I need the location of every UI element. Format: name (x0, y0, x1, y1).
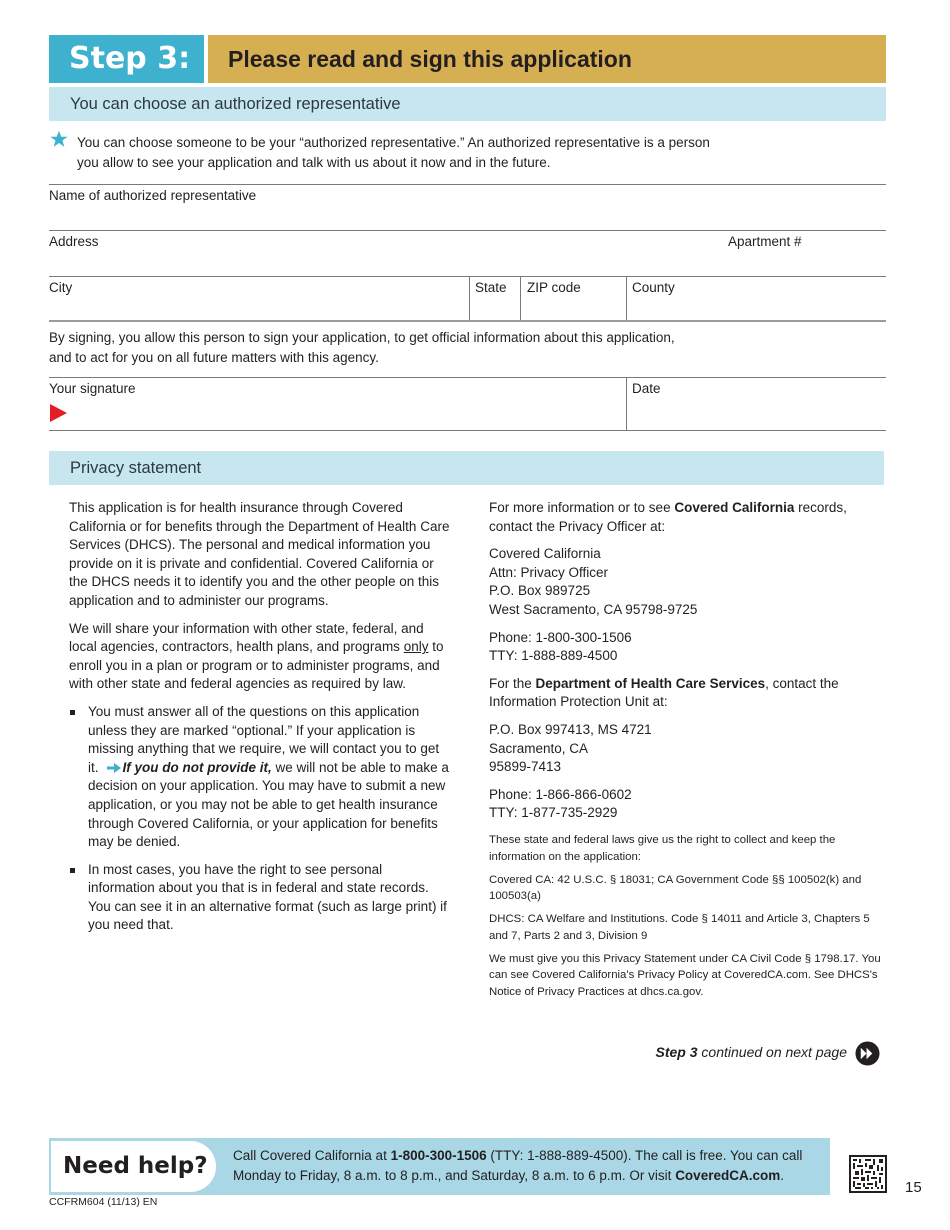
county-label: County (632, 280, 675, 295)
cc-address (489, 545, 884, 619)
text-run: For more information or to see (489, 500, 675, 515)
text-run: (TTY: 1-888-889-4500). The call is free. You can call Monday to Friday, 8 a.m. to 8 p.m., and Saturday, 8 a.m. to 6 p.m. Or visit (233, 1148, 803, 1183)
help-text (233, 1146, 823, 1186)
address-line: Sacramento, CA (489, 740, 589, 756)
address-line: P.O. Box 997413, MS 4721 (489, 721, 652, 737)
only-emphasis: only (403, 639, 429, 655)
text-run: We will share your information with other state, federal, and local agencies, contractors, health plans, and programs (69, 620, 424, 655)
auth-rep-intro-line1: You can choose someone to be your “authorized representative.” An authorized representative is a person (77, 135, 710, 150)
address-label: Address (49, 234, 99, 249)
rep-name-label: Name of authorized representative (49, 188, 257, 203)
star-icon (50, 130, 68, 148)
need-help-label: Need help? (51, 1141, 216, 1192)
consent-text (49, 328, 869, 368)
privacy-paragraph (489, 499, 884, 536)
auth-rep-section-title: You can choose an authorized representative (49, 87, 886, 121)
divider (49, 320, 886, 322)
cc-phones (489, 629, 884, 666)
legal-note: Covered CA: 42 U.S.C. § 18031; CA Government Code §§ 100502(k) and 100503(a) (489, 873, 862, 903)
privacy-paragraph (489, 675, 884, 712)
list-item (69, 703, 451, 852)
privacy-paragraph (69, 620, 451, 694)
county-field[interactable] (627, 296, 885, 320)
step-label: Step 3: (49, 35, 204, 83)
signature-label: Your signature (49, 381, 136, 396)
text-run: Covered California (674, 500, 795, 515)
text-run: , contact the Information Protection Unit at: (489, 675, 839, 710)
state-field[interactable] (470, 296, 519, 320)
next-page-icon[interactable] (855, 1041, 880, 1066)
rep-name-field[interactable] (49, 204, 886, 230)
tty-line: TTY: 1-888-889-4500 (489, 648, 618, 664)
city-label: City (49, 280, 73, 295)
text-run: Step 3 (655, 1044, 698, 1060)
address-field[interactable] (49, 250, 886, 275)
privacy-paragraph: This application is for health insurance through Covered California or for benefits through the Department of Health Care Services (DHCS). The personal and medical information you provide on it is private and confidential. Covered California or the DHCS needs it to identify you and the other people on this application and to administer our programs. (69, 500, 450, 608)
zip-label: ZIP code (527, 280, 581, 295)
help-phone-link[interactable]: 1-800-300-1506 (390, 1148, 487, 1163)
text-run: For the (489, 675, 536, 691)
text-run: continued on next page (697, 1044, 847, 1060)
text-run: Call Covered California at (233, 1148, 391, 1163)
privacy-section-title: Privacy statement (49, 451, 884, 485)
phone-line: Phone: 1-800-300-1506 (489, 629, 632, 645)
consent-line1: By signing, you allow this person to sign your application, to get official information about this application, (49, 330, 675, 345)
text-run: You must answer all of the questions on this application unless they are marked “optional.” If your application is missing anything that we require, we will contact you to get it. (88, 703, 440, 775)
sign-here-arrow-icon (50, 404, 67, 422)
address-line: P.O. Box 989725 (489, 583, 591, 599)
legal-note: We must give you this Privacy Statement under CA Civil Code § 1798.17. You can see Covered California's Privacy Policy at CoveredCA.com. See DHCS's Notice of Privacy Practices at dhcs.ca.gov. (489, 952, 881, 999)
zip-field[interactable] (521, 296, 625, 320)
page-number: 15 (905, 1179, 922, 1196)
text-run: If you do not provide it, (122, 759, 272, 775)
tty-line: TTY: 1-877-735-2929 (489, 805, 618, 821)
arrow-right-icon (107, 763, 121, 773)
divider (49, 377, 886, 378)
list-item: In most cases, you have the right to see personal information about you that is in federal and state records. You can see it in an alternative format (such as large print) if you need that. (69, 861, 451, 935)
dhcs-address (489, 721, 884, 777)
address-line: Covered California (489, 546, 601, 562)
address-line: 95899-7413 (489, 759, 562, 775)
page-title: Please read and sign this application (208, 35, 886, 83)
consent-line2: and to act for you on all future matters with this agency. (49, 350, 379, 365)
help-site-link[interactable]: CoveredCA.com (675, 1168, 781, 1183)
text-run: Department of Health Care Services (535, 675, 766, 691)
legal-note: DHCS: CA Welfare and Institutions. Code § 14011 and Article 3, Chapters 5 and 7, Parts 2 and 3, Division 9 (489, 913, 870, 942)
address-line: Attn: Privacy Officer (489, 564, 609, 580)
city-field[interactable] (49, 296, 468, 320)
divider (49, 430, 886, 431)
apartment-label: Apartment # (728, 234, 802, 249)
text-run: we will not be able to make a decision on your application. You may have to submit a new application, or you may not be able to get health insurance through Covered California, or your application for benefits may be denied. (88, 759, 449, 850)
dhcs-phones (489, 786, 884, 823)
privacy-left-column (69, 499, 451, 944)
auth-rep-intro (77, 133, 877, 173)
auth-rep-intro-line2: you allow to see your application and talk with us about it now and in the future. (77, 155, 551, 170)
form-id: CCFRM604 (11/13) EN (49, 1196, 158, 1208)
address-line: West Sacramento, CA 95798-9725 (489, 601, 698, 617)
legal-note: These state and federal laws give us the right to collect and keep the information on the application: (489, 833, 836, 863)
qr-code-icon (849, 1155, 887, 1193)
date-label: Date (632, 381, 661, 396)
phone-line: Phone: 1-866-866-0602 (489, 786, 632, 802)
divider (49, 276, 886, 277)
divider (49, 184, 886, 185)
text-run: . (780, 1168, 784, 1183)
signature-field[interactable] (72, 398, 624, 428)
state-label: State (475, 280, 507, 295)
continued-note (656, 1044, 847, 1060)
date-field[interactable] (627, 398, 885, 428)
privacy-bullets (69, 703, 451, 935)
privacy-right-column (489, 499, 884, 1007)
text-run: records, contact the Privacy Officer at: (489, 500, 847, 534)
legal-notes (489, 832, 884, 1001)
text-run: to enroll you in a plan or program or to administer programs, and with other state and federal agencies as required by law. (69, 639, 444, 692)
divider (49, 230, 886, 231)
